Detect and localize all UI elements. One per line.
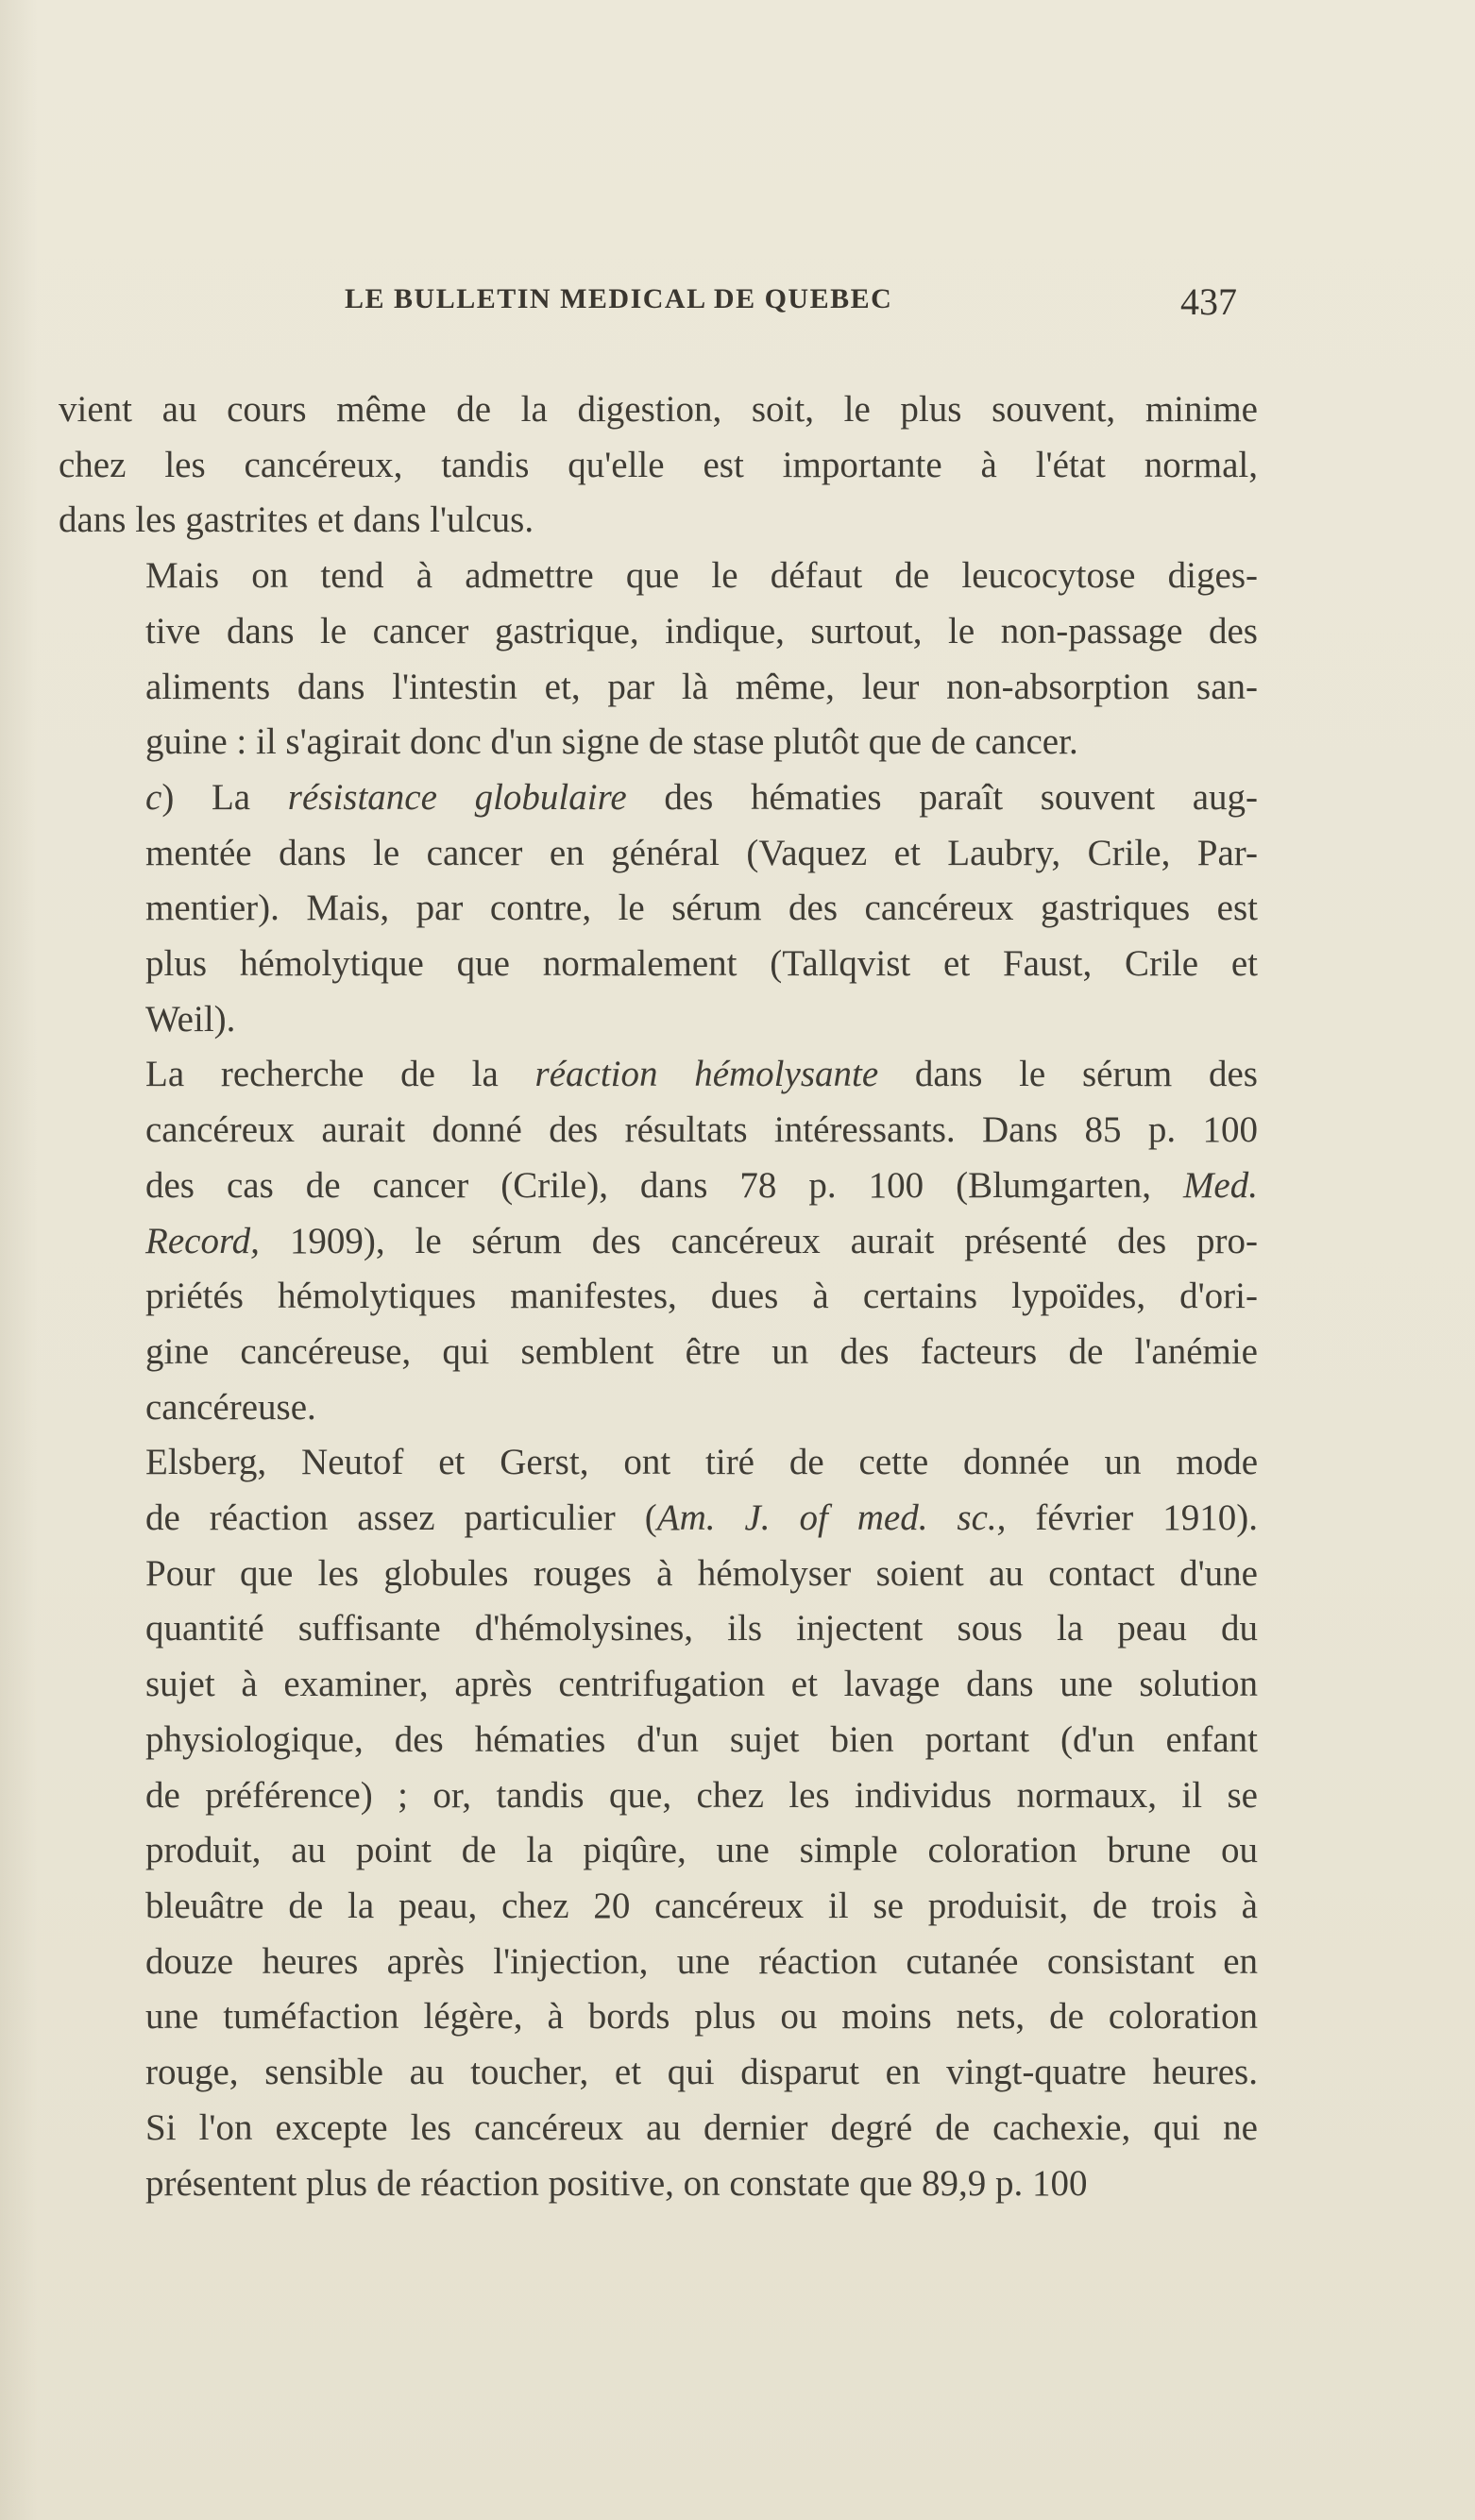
text-run: dans les gastrites et dans l'ulcus. xyxy=(59,499,534,541)
text-line xyxy=(59,1214,1258,1270)
body-text xyxy=(59,382,1258,2211)
text-run: vient au cours même de la digestion, soit, le plus souvent, minime xyxy=(59,389,1258,430)
text-run: Weil). xyxy=(145,998,236,1040)
text-run: dans le sérum des xyxy=(878,1054,1258,1095)
italic-run: résistance globulaire xyxy=(287,776,627,818)
paragraph xyxy=(59,770,1258,1048)
text-line xyxy=(59,1823,1258,1879)
text-run: aliments dans l'intestin et, par là même, leur non-absorption san- xyxy=(145,666,1258,707)
text-run: Mais on tend à admettre que le défaut de leucocytose diges- xyxy=(145,555,1258,597)
text-line xyxy=(59,1657,1258,1713)
text-line xyxy=(59,1768,1258,1824)
text-line xyxy=(59,1435,1258,1491)
text-run: de préférence) ; or, tandis que, chez les individus normaux, il se xyxy=(145,1774,1258,1816)
text-line xyxy=(59,992,1258,1048)
text-line xyxy=(59,1601,1258,1657)
text-line xyxy=(59,493,1258,549)
text-line xyxy=(59,1325,1258,1380)
text-run: février 1910). xyxy=(1006,1497,1258,1539)
text-run: sujet à examiner, après centrifugation et lavage dans une solution xyxy=(145,1664,1258,1705)
text-line xyxy=(59,2101,1258,2156)
paragraph xyxy=(59,382,1258,549)
text-run: Elsberg, Neutof et Gerst, ont tiré de cette donnée un mode xyxy=(145,1442,1258,1483)
text-run: bleuâtre de la peau, chez 20 cancéreux il se produisit, de trois à xyxy=(145,1885,1258,1926)
text-run: La recherche de la xyxy=(145,1054,535,1095)
text-run: des hématies paraît souvent aug- xyxy=(626,776,1258,818)
text-line xyxy=(59,1047,1258,1103)
text-run: gine cancéreuse, qui semblent être un des facteurs de l'anémie xyxy=(145,1330,1258,1372)
paragraph xyxy=(59,1435,1258,2211)
paragraph xyxy=(59,1047,1258,1435)
text-line xyxy=(59,1159,1258,1214)
text-run: ) La xyxy=(161,776,288,818)
running-head: LE BULLETIN MEDICAL DE QUEBEC xyxy=(345,283,893,314)
text-line xyxy=(59,604,1258,660)
text-line xyxy=(59,1989,1258,2045)
text-line xyxy=(59,1547,1258,1602)
text-line xyxy=(59,1935,1258,1990)
text-line xyxy=(59,1380,1258,1436)
text-run: guine : il s'agirait donc d'un signe de stase plutôt que de cancer. xyxy=(145,721,1078,763)
italic-run: Am. J. of med. sc., xyxy=(656,1497,1007,1539)
italic-run: réaction hémolysante xyxy=(534,1054,879,1095)
text-run: physiologique, des hématies d'un sujet bien portant (d'un enfant xyxy=(145,1718,1258,1760)
page-header xyxy=(0,280,1475,323)
text-line xyxy=(59,826,1258,882)
text-run: de réaction assez particulier ( xyxy=(145,1497,657,1539)
text-run: présentent plus de réaction positive, on constate que 89,9 p. 100 xyxy=(145,2162,1088,2204)
text-run: tive dans le cancer gastrique, indique, surtout, le non-passage des xyxy=(145,610,1258,651)
page-number: 437 xyxy=(1180,280,1237,323)
text-line xyxy=(59,715,1258,770)
text-run: 1909), le sérum des cancéreux aurait présenté des pro- xyxy=(259,1220,1258,1261)
italic-run: Med. xyxy=(1182,1164,1258,1206)
text-line xyxy=(59,770,1258,826)
text-run: mentier). Mais, par contre, le sérum des cancéreux gastriques est xyxy=(145,888,1258,929)
text-line xyxy=(59,2045,1258,2101)
text-line xyxy=(59,1491,1258,1547)
text-line xyxy=(59,438,1258,494)
text-run: douze heures après l'injection, une réaction cutanée consistant en xyxy=(145,1940,1258,1982)
text-line xyxy=(59,937,1258,992)
text-run: plus hémolytique que normalement (Tallqvist et Faust, Crile et xyxy=(145,943,1258,985)
text-run: cancéreux aurait donné des résultats intéressants. Dans 85 p. 100 xyxy=(145,1109,1258,1151)
text-line xyxy=(59,1879,1258,1935)
text-line xyxy=(59,1713,1258,1768)
text-run: quantité suffisante d'hémolysines, ils injectent sous la peau du xyxy=(145,1608,1258,1649)
text-run: des cas de cancer (Crile), dans 78 p. 100 (Blumgarten, xyxy=(145,1164,1183,1206)
text-run: cancéreuse. xyxy=(145,1386,316,1428)
text-run: priétés hémolytiques manifestes, dues à certains lypoïdes, d'ori- xyxy=(145,1276,1258,1317)
text-line xyxy=(59,660,1258,716)
text-line xyxy=(59,1103,1258,1159)
text-line xyxy=(59,2156,1258,2212)
text-run: chez les cancéreux, tandis qu'elle est importante à l'état normal, xyxy=(59,444,1258,485)
text-run: une tuméfaction légère, à bords plus ou moins nets, de coloration xyxy=(145,1996,1258,2038)
text-line xyxy=(59,549,1258,604)
text-line xyxy=(59,382,1258,438)
text-line xyxy=(59,1269,1258,1325)
text-run: Pour que les globules rouges à hémolyser soient au contact d'une xyxy=(145,1552,1258,1594)
text-run: produit, au point de la piqûre, une simple coloration brune ou xyxy=(145,1830,1258,1871)
italic-run: c xyxy=(145,776,162,818)
text-run: rouge, sensible au toucher, et qui disparut en vingt-quatre heures. xyxy=(145,2052,1258,2093)
italic-run: Record, xyxy=(145,1220,260,1261)
paragraph xyxy=(59,549,1258,770)
text-run: mentée dans le cancer en général (Vaquez et Laubry, Crile, Par- xyxy=(145,832,1258,873)
text-line xyxy=(59,881,1258,937)
text-run: Si l'on excepte les cancéreux au dernier degré de cachexie, qui ne xyxy=(145,2106,1258,2148)
